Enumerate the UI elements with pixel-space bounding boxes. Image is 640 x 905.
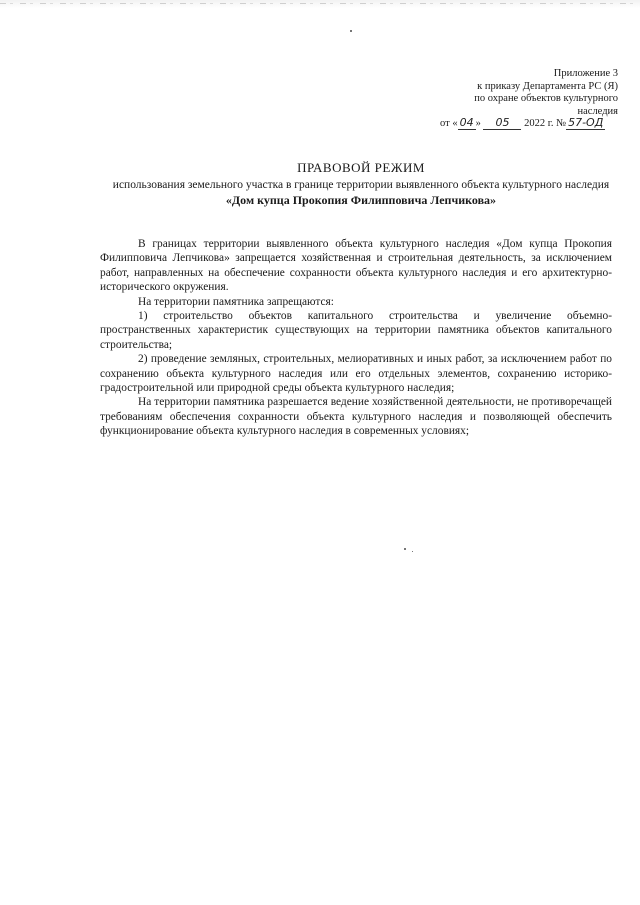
paragraph-boundaries: В границах территории выявленного объекта культурного наследия «Дом купца Прокопия Филипповича Лепчикова» запрещается хозяйственная и строительная деятельность, за исключением работ, направленных на обеспечение сохранности объекта культурного наследия и его архитектурно-исторического окружения. <box>100 238 612 294</box>
document-title <box>96 160 626 208</box>
order-number-handwritten: 57-ОД <box>568 116 604 129</box>
title-main: ПРАВОВОЙ РЕЖИМ <box>297 160 425 175</box>
date-prefix: от « <box>440 118 458 129</box>
scan-top-edge <box>0 0 640 8</box>
paragraph-prohibited-intro: На территории памятника запрещаются: <box>138 295 334 308</box>
date-month-handwritten: 05 <box>483 116 521 130</box>
appendix-reference <box>420 68 618 118</box>
appendix-number: Приложение 3 <box>553 68 618 79</box>
paragraph-permitted: На территории памятника разрешается ведение хозяйственной деятельности, не противоречащей требованиям обеспечения сохранности объекта культурного наследия и позволяющей обеспечить функционирование объекта культурного наследия в современных условиях; <box>100 396 612 438</box>
paragraph-item-2: 2) проведение земляных, строительных, мелиоративных и иных работ, за исключением работ по сохранению объекта культурного наследия или его отдельных элементов, сохранению историко-градостроительной или природной среды объекта культурного наследия; <box>100 353 612 395</box>
appendix-department: по охране объектов культурного <box>474 93 618 104</box>
date-day-handwritten: 04 <box>459 116 474 129</box>
title-subtitle: использования земельного участка в границе территории выявленного объекта культурного наследия <box>112 179 610 191</box>
paragraph-item-1: 1) строительство объектов капитального строительства и увеличение объемно-пространственных характеристик существующих на территории памятника объектов капитального строительства; <box>100 310 612 351</box>
appendix-order-ref: к приказу Департамента РС (Я) <box>477 80 618 92</box>
order-date-line <box>440 116 620 130</box>
scan-speck <box>350 30 352 32</box>
title-object-name: «Дом купца Прокопия Филипповича Лепчикова» <box>225 193 497 207</box>
scan-speck <box>404 548 406 550</box>
document-body <box>100 237 612 439</box>
appendix-department-end: наследия <box>577 105 618 117</box>
scan-speck <box>412 551 413 552</box>
date-year: 2022 г. № <box>524 118 567 129</box>
date-mid: » <box>475 118 481 129</box>
